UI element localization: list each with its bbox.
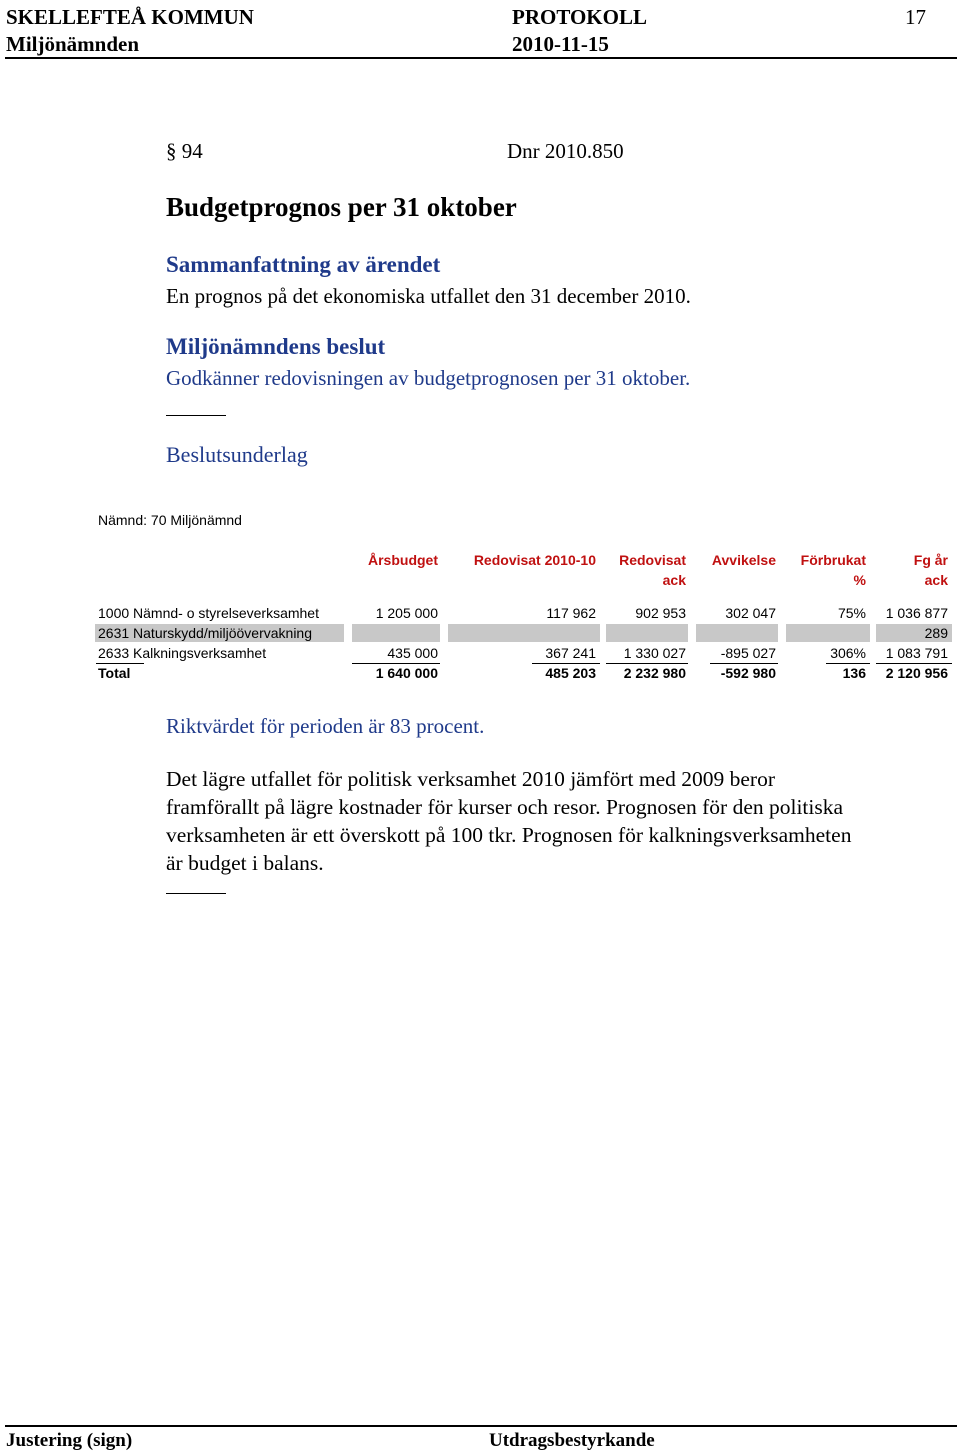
basis-heading: Beslutsunderlag xyxy=(166,442,308,467)
col-header: Fg år xyxy=(913,552,948,568)
budget-table xyxy=(0,505,960,705)
cell: 902 953 xyxy=(635,605,686,621)
cell: 117 962 xyxy=(546,605,596,621)
row-label: 1000 Nämnd- o styrelseverksamhet xyxy=(98,605,319,621)
col-header: Årsbudget xyxy=(368,552,438,568)
footer-sign-label: Justering (sign) xyxy=(6,1430,133,1451)
cell: 302 047 xyxy=(725,605,776,621)
section-title: Budgetprognos per 31 oktober xyxy=(166,192,517,222)
header-divider xyxy=(5,57,957,59)
cell: 306% xyxy=(830,645,866,661)
cell: 75% xyxy=(837,605,866,621)
col-header: ack xyxy=(924,572,948,588)
cell: -592 980 xyxy=(720,665,776,681)
cell: -895 027 xyxy=(720,645,776,661)
summary-heading: Sammanfattning av ärendet xyxy=(166,252,441,277)
cell: 485 203 xyxy=(545,665,596,681)
body-paragraph: Det lägre utfallet för politisk verksamhet 2010 jämfört med 2009 beror framförallt på lägre kostnader för kurser och resor. Prognosen för den politiska verksamheten är ett överskott på 100 tkr. Prognosen för kalkningsverksamheten är budget i balans. xyxy=(166,767,852,875)
total-underline xyxy=(352,663,440,664)
row-shading xyxy=(352,624,440,642)
col-header: Redovisat xyxy=(619,552,686,568)
cell: 2 232 980 xyxy=(623,665,686,681)
row-shading xyxy=(606,624,688,642)
cell: 289 xyxy=(924,625,948,641)
cell: 367 241 xyxy=(545,645,596,661)
row-label: 2633 Kalkningsverksamhet xyxy=(98,645,267,661)
row-shading xyxy=(448,624,600,642)
separator-line xyxy=(166,415,226,416)
row-shading xyxy=(696,624,778,642)
col-header: % xyxy=(853,572,866,588)
page-number: 17 xyxy=(905,5,926,29)
total-underline xyxy=(606,663,688,664)
row-label: 2631 Naturskydd/miljöövervakning xyxy=(98,625,312,641)
decision-heading: Miljönämndens beslut xyxy=(166,334,386,359)
board-name: Miljönämnden xyxy=(6,32,140,56)
cell: 1 036 877 xyxy=(885,605,948,621)
doc-type: PROTOKOLL xyxy=(512,5,647,29)
dnr-number: Dnr 2010.850 xyxy=(507,139,624,163)
target-text: Riktvärdet för perioden är 83 procent. xyxy=(166,714,485,738)
summary-text: En prognos på det ekonomiska utfallet den 31 december 2010. xyxy=(166,284,691,308)
row-shading xyxy=(786,624,870,642)
separator-line xyxy=(166,893,226,894)
org-name: SKELLEFTEÅ KOMMUN xyxy=(6,5,254,29)
row-label: Total xyxy=(98,665,131,681)
cell: 136 xyxy=(842,665,866,681)
board-label: Nämnd: 70 Miljönämnd xyxy=(98,512,242,528)
cell: 2 120 956 xyxy=(885,665,948,681)
decision-text: Godkänner redovisningen av budgetprognosen per 31 oktober. xyxy=(166,366,691,390)
col-header: Förbrukat xyxy=(800,552,866,568)
cell: 1 083 791 xyxy=(885,645,948,661)
total-underline xyxy=(710,663,778,664)
col-header: Redovisat 2010-10 xyxy=(473,552,596,568)
footer-divider xyxy=(5,1425,957,1427)
total-underline xyxy=(532,663,600,664)
col-header: Avvikelse xyxy=(711,552,776,568)
cell: 1 640 000 xyxy=(375,665,438,681)
cell: 1 205 000 xyxy=(375,605,438,621)
cell: 1 330 027 xyxy=(623,645,686,661)
col-header: ack xyxy=(662,572,686,588)
total-underline xyxy=(96,663,144,664)
total-underline xyxy=(876,663,952,664)
cell: 435 000 xyxy=(387,645,438,661)
paragraph-number: § 94 xyxy=(166,139,203,163)
meeting-date: 2010-11-15 xyxy=(512,32,609,56)
total-underline xyxy=(826,663,870,664)
footer-certify-label: Utdragsbestyrkande xyxy=(489,1430,655,1451)
